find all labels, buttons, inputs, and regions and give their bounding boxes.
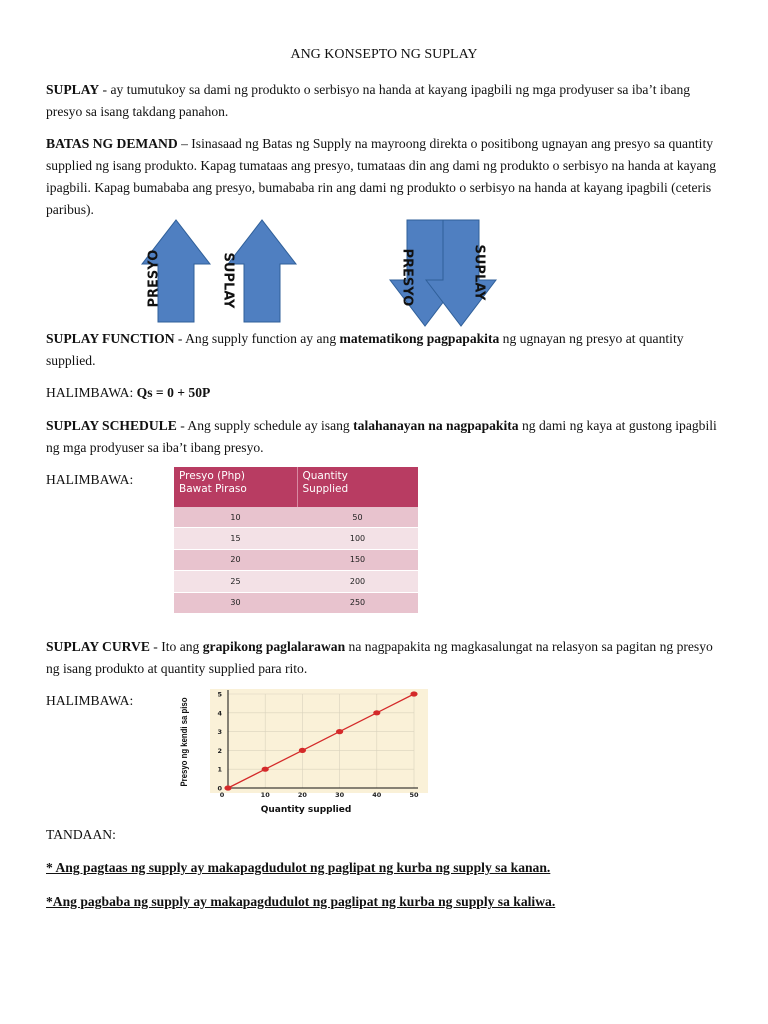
- chart-background: [210, 689, 428, 793]
- cell-quantity: 100: [297, 528, 418, 549]
- batas-definition: [46, 133, 726, 221]
- header-quantity: [297, 467, 418, 507]
- x-tick-label: 0: [219, 791, 225, 799]
- x-tick-label: 10: [260, 791, 270, 799]
- curve-term: SUPLAY CURVE: [46, 639, 150, 654]
- function-bold: matematikong pagpapakita: [339, 331, 500, 346]
- example-1-label: HALIMBAWA:: [46, 385, 137, 400]
- tandaan-note-1: * Ang pagtaas ng supply ay makapagdudulot ng paglipat ng kurba ng supply sa kanan.: [46, 860, 551, 875]
- tandaan-note-2: *Ang pagbaba ng supply ay makapagdudulot ng paglipat ng kurba ng supply sa kaliwa.: [46, 894, 556, 909]
- arrow-label-suplay-up: SUPLAY: [220, 252, 236, 309]
- schedule-term: SUPLAY SCHEDULE: [46, 418, 177, 433]
- data-point: [224, 785, 231, 790]
- function-definition: [46, 328, 726, 372]
- cell-presyo: 30: [174, 592, 297, 613]
- batas-term: BATAS NG DEMAND: [46, 136, 178, 151]
- curve-definition: [46, 636, 726, 680]
- arrows-diagram: [138, 216, 498, 328]
- arrow-label-presyo-up: PRESYO: [146, 249, 162, 308]
- example-3-label: HALIMBAWA:: [46, 693, 134, 708]
- function-text-2: ng ugnayan ng presyo at quantity supplied.: [46, 331, 684, 368]
- function-text-1: - Ang supply function ay ang: [174, 331, 340, 346]
- table-row: [174, 592, 418, 613]
- supply-schedule-table: [174, 467, 418, 613]
- function-term: SUPLAY FUNCTION: [46, 331, 175, 346]
- table-row: [174, 528, 418, 549]
- y-tick-label: 1: [217, 765, 222, 774]
- curve-text-1: - Ito ang: [149, 639, 203, 654]
- cell-quantity: 250: [297, 592, 418, 613]
- data-point: [373, 710, 380, 715]
- y-tick-label: 3: [217, 728, 222, 737]
- x-axis-label: Quantity supplied: [260, 805, 352, 815]
- up-arrow-suplay: [228, 220, 296, 322]
- schedule-text-2: ng dami ng kaya at gustong ipagbili ng mga prodyuser sa iba’t ibang presyo.: [46, 418, 717, 455]
- cell-presyo: 15: [174, 528, 297, 549]
- supply-formula: Qs = 0 + 50P: [136, 385, 211, 400]
- y-tick-label: 5: [217, 690, 222, 699]
- x-tick-label: 30: [335, 791, 345, 799]
- cell-quantity: 50: [297, 507, 418, 528]
- cell-quantity: 200: [297, 571, 418, 592]
- curve-bold: grapikong paglalarawan: [202, 639, 346, 654]
- y-axis-label: Presyo ng kendi sa piso: [178, 697, 190, 787]
- cell-presyo: 10: [174, 507, 297, 528]
- header-presyo: [174, 467, 297, 507]
- page-title: ANG KONSEPTO NG SUPLAY: [290, 47, 478, 62]
- cell-presyo: 20: [174, 549, 297, 570]
- suplay-term: SUPLAY: [46, 82, 100, 97]
- suplay-text: - ay tumutukoy sa dami ng produkto o serbisyo na handa at kayang ipagbili ng mga prodyuser sa iba’t ibang presyo sa isang takdang panahon.: [46, 82, 691, 119]
- data-point: [262, 767, 269, 772]
- arrow-label-presyo-down: PRESYO: [399, 248, 415, 307]
- header-quantity-text: Quantity Supplied: [302, 470, 349, 495]
- suplay-definition: [46, 79, 726, 123]
- data-point: [299, 748, 306, 753]
- example-2-label: HALIMBAWA:: [46, 472, 134, 487]
- arrow-label-suplay-down: SUPLAY: [471, 244, 487, 301]
- cell-quantity: 150: [297, 549, 418, 570]
- x-tick-label: 20: [297, 791, 307, 799]
- x-tick-label: 50: [409, 791, 419, 799]
- curve-text-2: na nagpapakita ng magkasalungat na relasyon sa pagitan ng presyo ng isang produkto at quantity supplied para rito.: [46, 639, 713, 676]
- data-point: [410, 691, 417, 696]
- batas-text: – Isinasaad ng Batas ng Supply na mayroong direkta o positibong ugnayan ang presyo sa quantity supplied ng isang produkto. Kapag tumataas ang presyo, tumataas din ang dami ng produkto o serbisyo na handa at kayang ipagbili. Kapag bumababa ang presyo, bumababa rin ang dami ng produkto o serbisyo na handa at kayang ipagbili (ceteris paribus).: [46, 136, 717, 217]
- y-tick-label: 0: [217, 784, 222, 793]
- table-row: [174, 507, 418, 528]
- table-header-row: [174, 467, 418, 507]
- y-tick-label: 4: [217, 709, 222, 718]
- header-presyo-text: Presyo (Php) Bawat Piraso: [179, 470, 247, 495]
- table-row: [174, 549, 418, 570]
- y-tick-label: 2: [217, 746, 222, 755]
- chart-svg: [174, 688, 430, 818]
- data-point: [336, 729, 343, 734]
- schedule-definition: [46, 415, 726, 459]
- x-tick-label: 40: [372, 791, 382, 799]
- tandaan-label: TANDAAN:: [46, 827, 116, 842]
- example-1: [46, 382, 726, 404]
- schedule-bold: talahanayan na nagpapakita: [353, 418, 519, 433]
- table-row: [174, 571, 418, 592]
- schedule-text-1: - Ang supply schedule ay isang: [176, 418, 354, 433]
- cell-presyo: 25: [174, 571, 297, 592]
- supply-curve-chart: [174, 688, 430, 818]
